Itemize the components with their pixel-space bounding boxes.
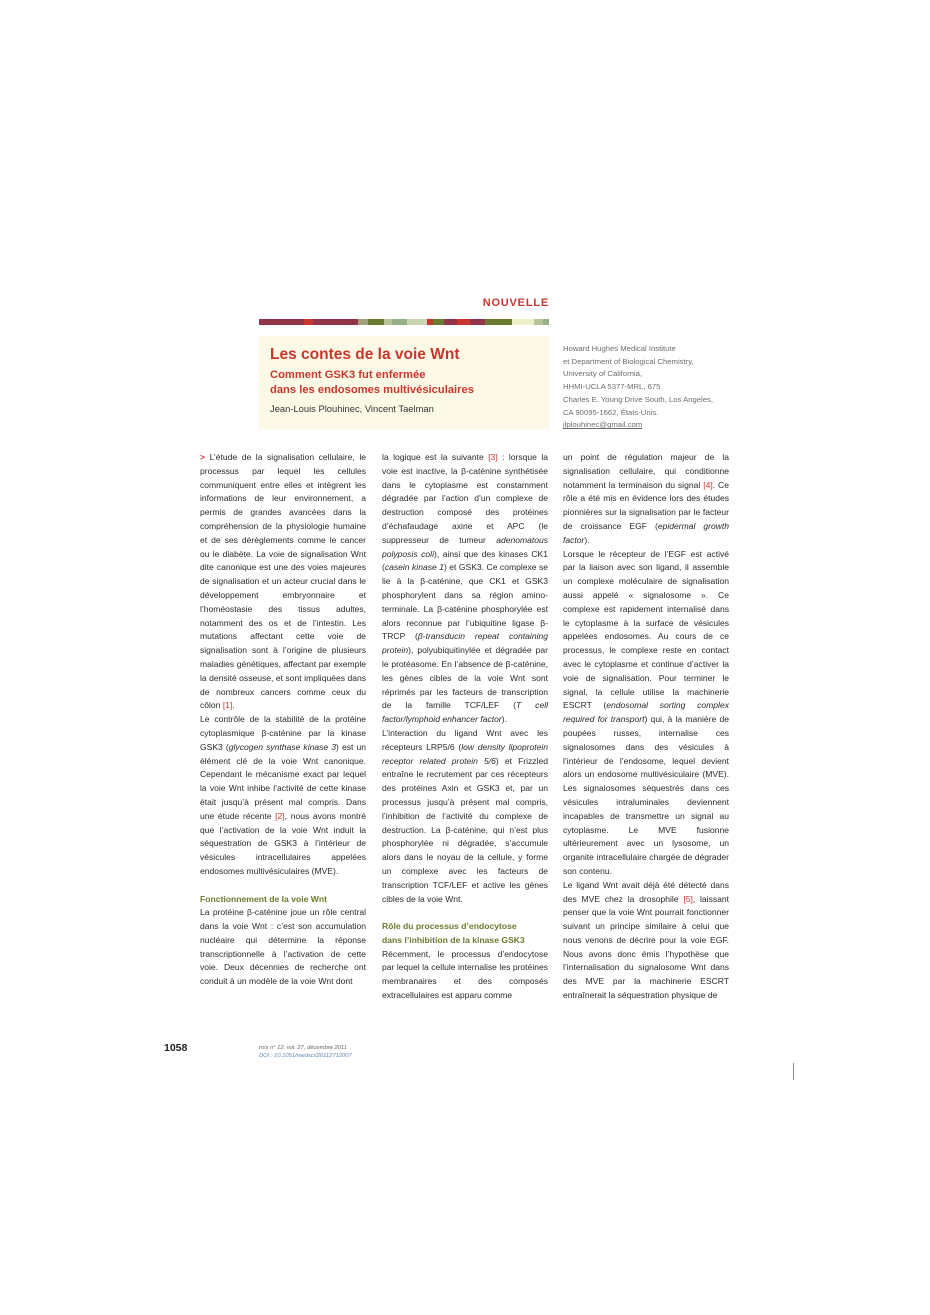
color-bar-segment bbox=[534, 319, 543, 325]
text: Lorsque le récepteur de l’EGF est activé par la liaison avec son ligand, il assemble un complexe moléculaire de signalisation aussi appelé « signalosome ». Ce complexe est rapidement internalisé dans le cytoplasme à la surface de vésicules appelées endosomes. Au cours de ce processus, le complexe reste en contact avec le cytoplasme et continue d’activer la voie de signalisation. Pour terminer le signal, la cellule utilise la machinerie ESCRT ( bbox=[563, 548, 729, 711]
color-bar-segment bbox=[392, 319, 407, 325]
text: la logique est la suivante bbox=[382, 452, 489, 462]
paragraph bbox=[563, 548, 729, 879]
text: un point de régulation majeur de la signalisation cellulaire, qui conditionne notamment la terminaison du signal bbox=[563, 452, 729, 490]
subtitle-line-2: dans les endosomes multivésiculaires bbox=[270, 383, 474, 396]
text: . bbox=[232, 700, 235, 711]
text: ) et GSK3. Ce complexe se lie à la β-caténine, que CK1 et GSK3 phosphorylent dans sa région amino-terminale. La β-caténine phosphorylée est alors reconnue par l’ubiquitine ligase β-TRCP ( bbox=[382, 562, 548, 642]
text: , laissant penser que la voie Wnt pourrait fonctionner suivant un principe similaire à celui que nous venons de décrire pour la voie EGF. Nous avons donc émis l’hypothèse que l’internalisation du signalosome Wnt dans des MVE par la machinerie ESCRT entraînerait la séquestration physique de bbox=[563, 893, 729, 1001]
text: ) qui, à la manière de poupées russes, internalise ces signalosomes dans des vésicules à l’intérieur de l’endosome, lequel devient alors un endosome multivésiculaire (MVE). Les signalosomes séquestrés dans ces vésicules intraluminales deviennent incapables de transmettre un signal au cytoplasme. Le MVE fusionne ultérieurement avec un lysosome, un organite intracellulaire chargée de dégrader son contenu. bbox=[563, 714, 729, 876]
color-bar-segment bbox=[384, 319, 391, 325]
heading-line-1: Rôle du processus d’endocytose bbox=[382, 921, 517, 932]
text: . Ce rôle a été mis en évidence lors des études pionnières sur la signalisation par le facteur de croissance EGF ( bbox=[563, 479, 729, 531]
affiliation-line-3: University of California, bbox=[563, 369, 643, 379]
section-label: NOUVELLE bbox=[482, 297, 549, 309]
color-bar-segment bbox=[543, 319, 549, 325]
color-bar-segment bbox=[304, 319, 313, 325]
text: , nous avons montré que l’activation de la voie Wnt induit la séquestration de GSK3 à l’intérieur de vésicules intracellulaires appelées endosomes multivésiculaires (MVE). bbox=[200, 810, 366, 876]
affiliation-line-4: HHMI-UCLA 5377-MRL, 675 bbox=[563, 382, 661, 392]
paragraph bbox=[382, 727, 548, 906]
color-bar-segment bbox=[485, 319, 511, 325]
color-bar-segment bbox=[512, 319, 534, 325]
text-column-1 bbox=[200, 451, 366, 989]
text: ). bbox=[501, 714, 507, 725]
article-title: Les contes de la voie Wnt bbox=[270, 346, 460, 363]
text: : lorsque la voie est inactive, la β-caténine synthétisée dans le cytoplasme est constamment dégradée par l’action d’un complexe de destruction composé des protéines d’échafaudage axine et APC (le suppresseur de tumeur bbox=[382, 452, 549, 545]
paragraph bbox=[563, 451, 729, 548]
page-number: 1058 bbox=[164, 1042, 188, 1054]
italic-text: adenomatous polyposis coli bbox=[382, 534, 548, 559]
color-bar-segment bbox=[259, 319, 280, 325]
affiliation-line-5: Charles E. Young Drive South, Los Angeles, bbox=[563, 394, 714, 404]
color-bar-segment bbox=[280, 319, 304, 325]
italic-text: T cell factor/lymphoid enhancer factor bbox=[382, 700, 548, 725]
affiliation-line-2: et Department of Biological Chemistry, bbox=[563, 356, 694, 366]
text-column-2 bbox=[382, 451, 548, 1003]
reference-link[interactable]: [1] bbox=[222, 700, 233, 711]
article-subtitle bbox=[270, 368, 550, 397]
italic-text: glycogen synthase kinase 3 bbox=[228, 741, 336, 752]
lead-marker: > bbox=[200, 452, 205, 462]
authors: Jean-Louis Plouhinec, Vincent Taelman bbox=[270, 403, 434, 414]
color-bar-segment bbox=[313, 319, 358, 325]
color-bar-segment bbox=[433, 319, 444, 325]
text-column-3 bbox=[563, 451, 729, 1003]
text: Le contrôle de la stabilité de la protéine cytoplasmique β-caténine par la kinase GSK3 ( bbox=[200, 714, 366, 752]
text: L’interaction du ligand Wnt avec les récepteurs LRP5/6 ( bbox=[382, 727, 548, 752]
color-bar-segment bbox=[368, 319, 385, 325]
journal-info bbox=[259, 1044, 352, 1060]
journal-citation: m/s n° 12, vol. 27, décembre 2011 bbox=[259, 1045, 347, 1051]
reference-link[interactable]: [2] bbox=[275, 810, 285, 821]
subtitle-line-1: Comment GSK3 fut enfermée bbox=[270, 369, 426, 381]
italic-text: endosomal sorting complex required for transport bbox=[563, 700, 729, 725]
reference-link[interactable]: [3] bbox=[488, 452, 498, 462]
section-heading: Fonctionnement de la voie Wnt bbox=[200, 893, 328, 904]
color-bar-segment bbox=[407, 319, 428, 325]
color-bar-segment bbox=[444, 319, 457, 325]
italic-text: low density lipoprotein receptor related protein 5/6 bbox=[382, 741, 549, 766]
paragraph: Récemment, le processus d’endocytose par lequel la cellule internalise les protéines membranaires et des composés extracellulaires est apparu comme bbox=[382, 948, 548, 1001]
text: ), ainsi que des kinases CK1 ( bbox=[382, 548, 548, 573]
italic-text: β-transducin repeat containing protein bbox=[382, 631, 548, 656]
reference-link[interactable]: [4] bbox=[703, 479, 713, 490]
email-link[interactable]: jlplouhinec@gmail.com bbox=[563, 420, 643, 430]
text: L’étude de la signalisation cellulaire, le processus par lequel les cellules communiquent entre elles et intègrent les informations de leur environnement, a permis de grandes avancées dans la compréhension de la physiologie humaine et de ses dérèglements comme le cancer ou le diabète. La voie de signalisation Wnt dite canonique est une des voies majeures de signalisation et un acteur crucial dans le développement embryonnaire et l’homéostasie des tissus adultes, notamment des os et de l’intestin. Les mutations affectant cette voie de signalisation sont à l’origine de plusieurs maladies génétiques, affectant par exemple la densité osseuse, et sont impliquées dans de nombreux cancers comme ceux du côlon bbox=[200, 452, 366, 711]
paragraph: La protéine β-caténine joue un rôle central dans la voie Wnt : c’est son accumulation nucléaire qui détermine la réponse transcriptionnelle à l’activation de cette voie. Deux décennies de recherche ont conduit à un modèle de la voie Wnt dont bbox=[200, 907, 366, 987]
italic-text: casein kinase 1 bbox=[384, 562, 444, 573]
paragraph bbox=[200, 713, 366, 879]
color-bar-segment bbox=[470, 319, 485, 325]
text: Le ligand Wnt avait déjà été détecté dans des MVE chez la drosophile bbox=[563, 879, 729, 904]
text: ), polyubiquitinylée et dégradée par le protéasome. En l’absence de β-caténine, les gènes cibles de la voie Wnt sont réprimés par les facteurs de transcription de la famille TCF/LEF ( bbox=[382, 645, 548, 711]
paragraph bbox=[200, 451, 366, 713]
paragraph bbox=[382, 451, 548, 727]
color-bar-segment bbox=[457, 319, 470, 325]
color-bar-segment bbox=[358, 319, 367, 325]
text: ) et Frizzled entraîne le recrutement par ces récepteurs des protéines Axin et GSK3 et, par un processus jusqu’à présent mal compris, l’inhibition de l’activité du complexe de destruction. La β-caténine, qui n’est plus phosphorylée ni dégradée, s’accumule alors dans le noyau de la cellule, y forme un complexe avec les facteurs de transcription TCF/LEF et active les gènes cibles de la voie Wnt. bbox=[382, 755, 548, 904]
affiliation-line-1: Howard Hughes Medical Institute bbox=[563, 344, 676, 353]
margin-rule bbox=[793, 1063, 794, 1080]
decorative-color-bar bbox=[259, 319, 549, 325]
heading-line-2: dans l’inhibition de la kinase GSK3 bbox=[382, 934, 525, 945]
doi-link[interactable]: DOI : 10.1051/medsci/20112712007 bbox=[259, 1053, 352, 1059]
text: ) est un élément clé de la voie Wnt canonique. Cependant le mécanisme exact par lequel la voie Wnt inhibe l’activité de cette kinase était jusqu’à présent mal compris. Dans une étude récente bbox=[200, 741, 366, 821]
affiliation bbox=[563, 343, 743, 432]
section-heading bbox=[382, 920, 548, 948]
reference-link[interactable]: [5] bbox=[683, 893, 693, 904]
affiliation-line-6: CA 90095-1662, États-Unis. bbox=[563, 407, 659, 417]
italic-text: epidermal growth factor bbox=[563, 520, 730, 545]
paragraph bbox=[563, 879, 729, 1003]
text: ). bbox=[584, 534, 590, 545]
